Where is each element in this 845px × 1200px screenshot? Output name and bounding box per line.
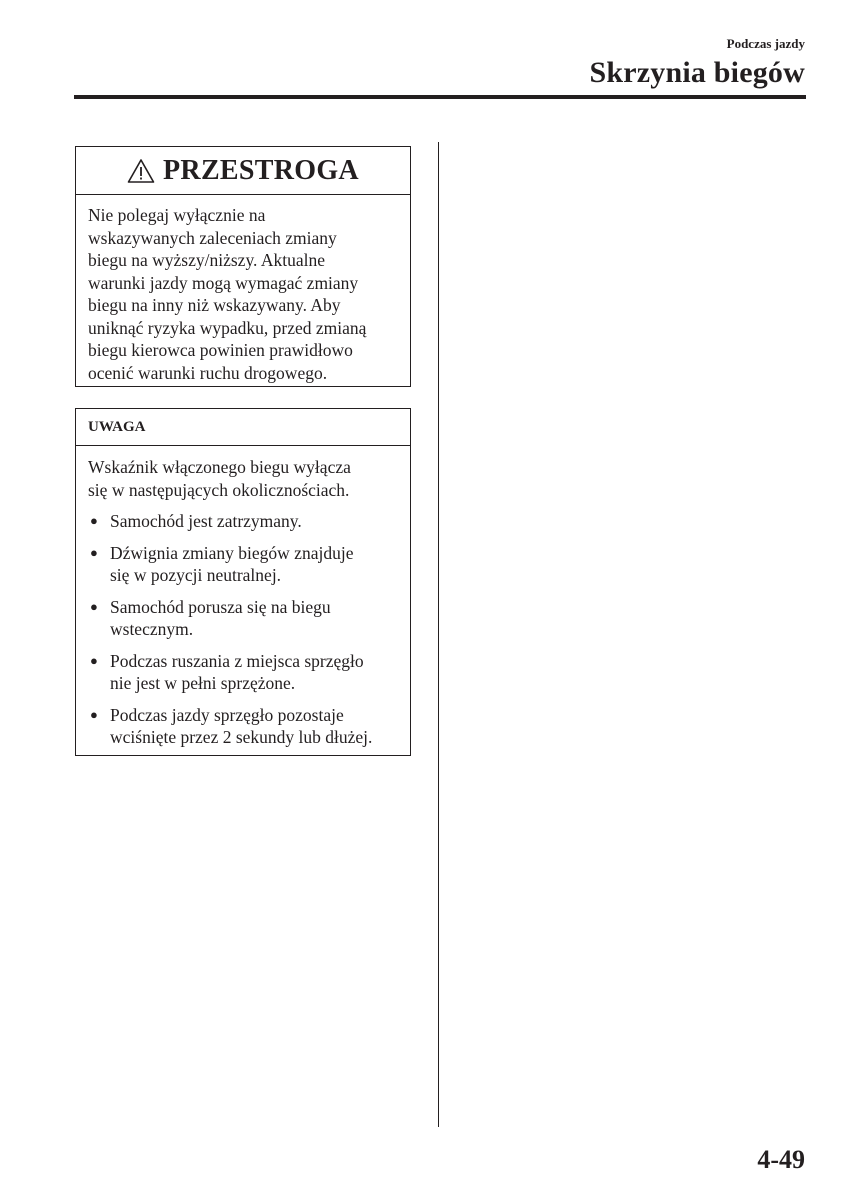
list-item-line: Samochód porusza się na biegu bbox=[110, 596, 331, 617]
caution-line: biegu kierowca powinien prawidłowo bbox=[88, 340, 353, 360]
note-text bbox=[76, 446, 410, 749]
column-divider bbox=[438, 142, 439, 1127]
list-item-line: Dźwignia zmiany biegów znajduje bbox=[110, 542, 354, 563]
bullet-icon: ● bbox=[90, 706, 98, 722]
list-item-line: wciśnięte przez 2 sekundy lub dłużej. bbox=[110, 727, 373, 747]
caution-box bbox=[75, 146, 411, 387]
warning-triangle-icon bbox=[127, 158, 155, 184]
bullet-icon: ● bbox=[90, 652, 98, 668]
caution-title: PRZESTROGA bbox=[163, 154, 359, 186]
caution-line: Nie polegaj wyłącznie na bbox=[88, 205, 266, 225]
caution-line: warunki jazdy mogą wymagać zmiany bbox=[88, 272, 359, 293]
caution-line: wskazywanych zaleceniach zmiany bbox=[88, 227, 337, 248]
list-item-line: Samochód jest zatrzymany. bbox=[110, 511, 302, 531]
list-item-line: Podczas ruszania z miejsca sprzęgło bbox=[110, 650, 364, 671]
caution-line: ocenić warunki ruchu drogowego. bbox=[88, 362, 328, 383]
caution-line: biegu na wyższy/niższy. Aktualne bbox=[88, 250, 325, 270]
list-item bbox=[88, 510, 398, 533]
caution-text bbox=[76, 195, 410, 384]
note-box bbox=[75, 408, 411, 756]
list-item bbox=[88, 704, 398, 749]
list-item bbox=[88, 542, 398, 587]
note-intro-line: się w następujących okolicznościach. bbox=[88, 479, 350, 500]
list-item-line: Podczas jazdy sprzęgło pozostaje bbox=[110, 704, 344, 725]
page-number: 4-49 bbox=[757, 1145, 805, 1174]
caution-line: uniknąć ryzyka wypadku, przed zmianą bbox=[88, 317, 367, 338]
note-intro-line: Wskaźnik włączonego biegu wyłącza bbox=[88, 457, 351, 477]
bullet-icon: ● bbox=[90, 544, 98, 560]
page-title: Skrzynia biegów bbox=[589, 56, 805, 89]
bullet-icon: ● bbox=[90, 598, 98, 614]
list-item bbox=[88, 596, 398, 641]
list-item-line: się w pozycji neutralnej. bbox=[110, 565, 282, 585]
caution-line: biegu na inny niż wskazywany. Aby bbox=[88, 295, 341, 315]
list-item-line: nie jest w pełni sprzężone. bbox=[110, 673, 296, 693]
header-rule bbox=[74, 95, 806, 99]
note-title: UWAGA bbox=[76, 409, 410, 446]
note-list bbox=[88, 510, 398, 749]
note-intro bbox=[88, 456, 398, 501]
list-item-line: wstecznym. bbox=[110, 619, 194, 639]
section-heading: Podczas jazdy bbox=[726, 36, 805, 51]
list-item bbox=[88, 650, 398, 695]
caution-header bbox=[76, 147, 410, 195]
bullet-icon: ● bbox=[90, 513, 98, 528]
